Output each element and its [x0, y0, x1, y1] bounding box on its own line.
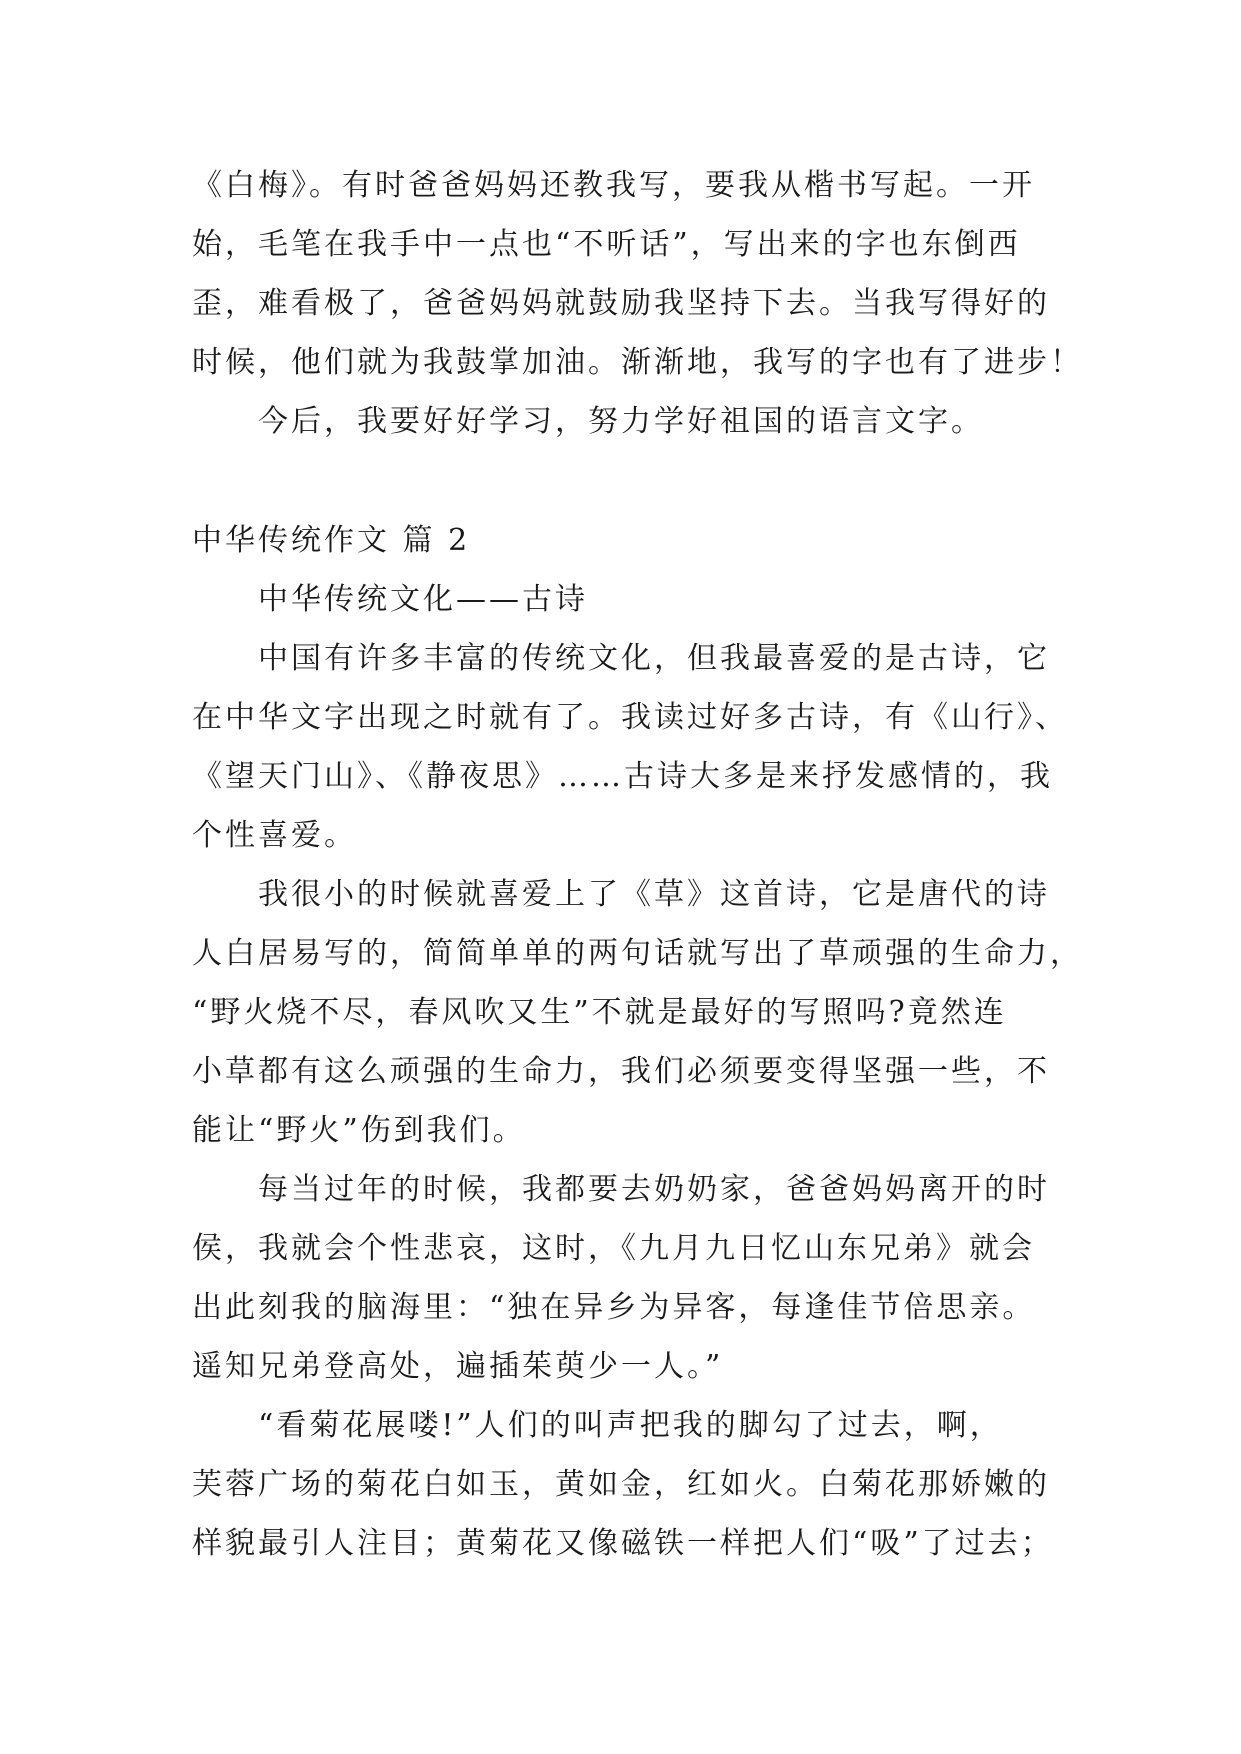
paragraph-line: 歪，难看极了，爸爸妈妈就鼓励我坚持下去。当我写得好的 [192, 286, 1050, 321]
paragraph-line: 在中华文字出现之时就有了。我读过好多古诗，有《山行》、 [192, 700, 1068, 735]
paragraph-line: 每当过年的时候，我都要去奶奶家，爸爸妈妈离开的时 [258, 1172, 1050, 1207]
paragraph-line: 《望天门山》、《静夜思》……古诗大多是来抒发感情的，我 [192, 759, 1053, 794]
paragraph-line: 能让“野火”伤到我们。 [192, 1113, 526, 1148]
paragraph-line: 时候，他们就为我鼓掌加油。渐渐地，我写的字也有了进步！ [192, 345, 1083, 380]
paragraph-line: 中国有许多丰富的传统文化，但我最喜爱的是古诗，它 [258, 641, 1050, 676]
paragraph-line: 样貌最引人注目；黄菊花又像磁铁一样把人们“吸”了过去； [192, 1526, 1054, 1561]
section-heading: 中华传统作文 篇 2 [192, 523, 471, 558]
paragraph-line: 人白居易写的，简简单单的两句话就写出了草顽强的生命力， [192, 936, 1083, 971]
paragraph-line: 今后，我要好好学习，努力学好祖国的语言文字。 [258, 404, 984, 439]
paragraph-line: “野火烧不尽，春风吹又生”不就是最好的写照吗?竟然连 [192, 995, 1007, 1030]
paragraph-line: 小草都有这么顽强的生命力，我们必须要变得坚强一些，不 [192, 1054, 1050, 1089]
paragraph-line: 《白梅》。有时爸爸妈妈还教我写，要我从楷书写起。一开 [192, 168, 1035, 203]
paragraph-line: 侯，我就会个性悲哀，这时，《九月九日忆山东兄弟》就会 [192, 1231, 1035, 1266]
paragraph-line: 遥知兄弟登高处，遍插茱萸少一人。” [192, 1349, 724, 1384]
paragraph-line: 出此刻我的脑海里：“独在异乡为异客，每逢佳节倍思亲。 [192, 1290, 1036, 1325]
paragraph-line: 个性喜爱。 [192, 818, 357, 853]
paragraph-line: “看菊花展喽!”人们的叫声把我的脚勾了过去，啊， [258, 1408, 1003, 1443]
paragraph-line: 芙蓉广场的菊花白如玉，黄如金，红如火。白菊花那娇嫩的 [192, 1467, 1050, 1502]
paragraph-line: 始，毛笔在我手中一点也“不听话”，写出来的字也东倒西 [192, 227, 1021, 262]
paragraph-line: 我很小的时候就喜爱上了《草》这首诗，它是唐代的诗 [258, 877, 1050, 912]
essay-title: 中华传统文化——古诗 [258, 582, 588, 617]
